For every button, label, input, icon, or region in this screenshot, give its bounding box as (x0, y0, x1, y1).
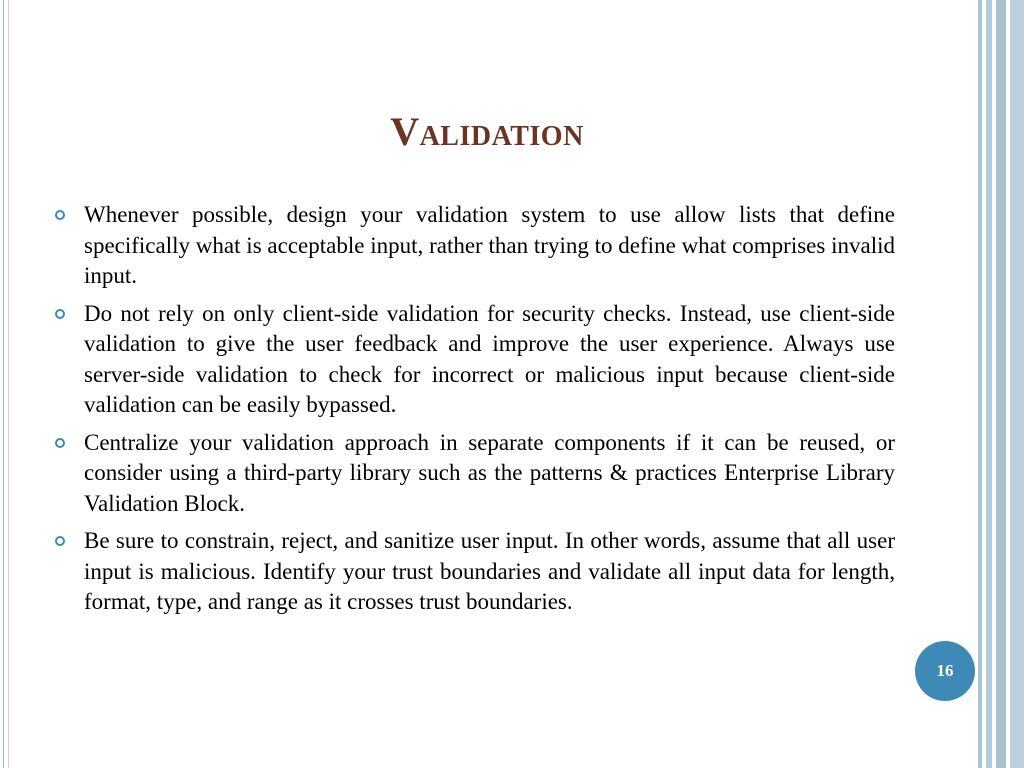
bullet-list (52, 200, 895, 625)
right-decorative-stripe (1010, 0, 1024, 768)
bullet-item (52, 299, 895, 421)
circle-bullet-icon (55, 438, 65, 448)
bullet-text: Do not rely on only client-side validation for security checks. Instead, use client-side validation to give the user feedback and improve the user experience. Always use server-side validation to check for incorrect or malicious input because client-side validation can be easily bypassed. (84, 300, 895, 417)
bullet-text: Be sure to constrain, reject, and sanitize user input. In other words, assume that all user input is malicious. Identify your trust boundaries and validate all input data for length, format, type, and range as it crosses trust boundaries. (84, 528, 895, 614)
bullet-text: Whenever possible, design your validation system to use allow lists that define specifically what is acceptable input, rather than trying to define what comprises invalid input. (84, 202, 895, 288)
right-decorative-stripe (986, 0, 992, 768)
circle-bullet-icon (55, 309, 65, 319)
circle-bullet-icon (55, 536, 65, 546)
bullet-item (52, 200, 895, 292)
slide-number-badge: 16 (915, 641, 975, 701)
right-decorative-stripe (978, 0, 982, 768)
bullet-text: Centralize your validation approach in separate components if it can be reused, or consider using a third-party library such as the patterns & practices Enterprise Library Validation Block. (84, 429, 895, 516)
circle-bullet-icon (55, 210, 65, 220)
right-decorative-stripe (996, 0, 1006, 768)
bullet-item (52, 526, 895, 618)
slide-title: Validation (390, 109, 584, 154)
bullet-item (52, 428, 895, 520)
